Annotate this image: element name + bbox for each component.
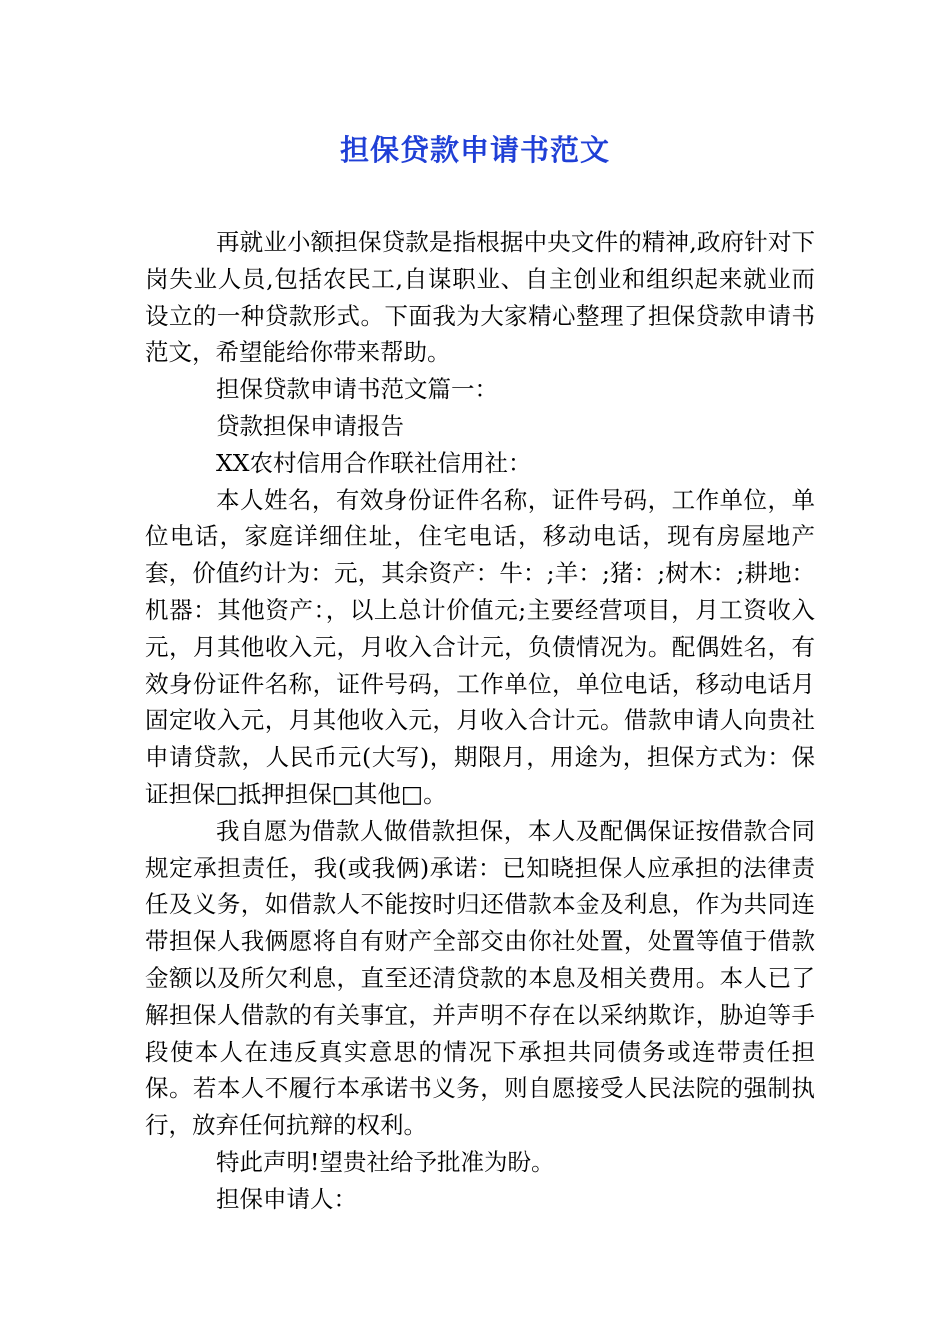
guarantee-commitment-paragraph: 我自愿为借款人做借款担保，本人及配偶保证按借款合同规定承担责任，我(或我俩)承诺：已知晓担保人应承担的法律责任及义务，如借款人不能按时归还借款本金及利息，作为共同连带担保人我俩愿将自有财产全部交由你社处置，处置等值于借款金额以及所欠利息，直至还清贷款的本息及相关费用。本人已了解担保人借款的有关事宜，并声明不存在以采纳欺诈，胁迫等手段使本人在违反真实意思的情况下承担共同债务或连带责任担保。若本人不履行本承诺书义务，则自愿接受人民法院的强制执行，放弃任何抗辩的权利。 [145,816,815,1140]
intro-paragraph: 再就业小额担保贷款是指根据中央文件的精神,政府针对下岗失业人员,包括农民工,自谋职业、自主创业和组织起来就业而设立的一种贷款形式。下面我为大家精心整理了担保贷款申请书范文，希望能给你带来帮助。 [145,228,815,367]
applicant-info-paragraph: 本人姓名，有效身份证件名称，证件号码，工作单位，单位电话，家庭详细住址，住宅电话，移动电话，现有房屋地产套，价值约计为：元，其余资产：牛：;羊：;猪：;树木：;耕地：机器：其他资产：，以上总计价值元;主要经营项目，月工资收入元，月其他收入元，月收入合计元，负债情况为。配偶姓名，有效身份证件名称，证件号码，工作单位，单位电话，移动电话月固定收入元，月其他收入元，月收入合计元。借款申请人向贵社申请贷款，人民币元(大写)，期限月，用途为，担保方式为：保证担保□抵押担保□其他□。 [145,485,815,808]
section-heading: 担保贷款申请书范文篇一： [216,375,498,404]
signature-line: 担保申请人： [216,1184,357,1213]
addressee-line: XX农村信用合作联社信用社： [216,448,532,477]
document-body [145,224,815,1218]
document-title: 担保贷款申请书范文 [339,133,610,167]
report-title: 贷款担保申请报告 [216,411,404,440]
declaration-line: 特此声明!望贵社给予批准为盼。 [216,1147,555,1176]
